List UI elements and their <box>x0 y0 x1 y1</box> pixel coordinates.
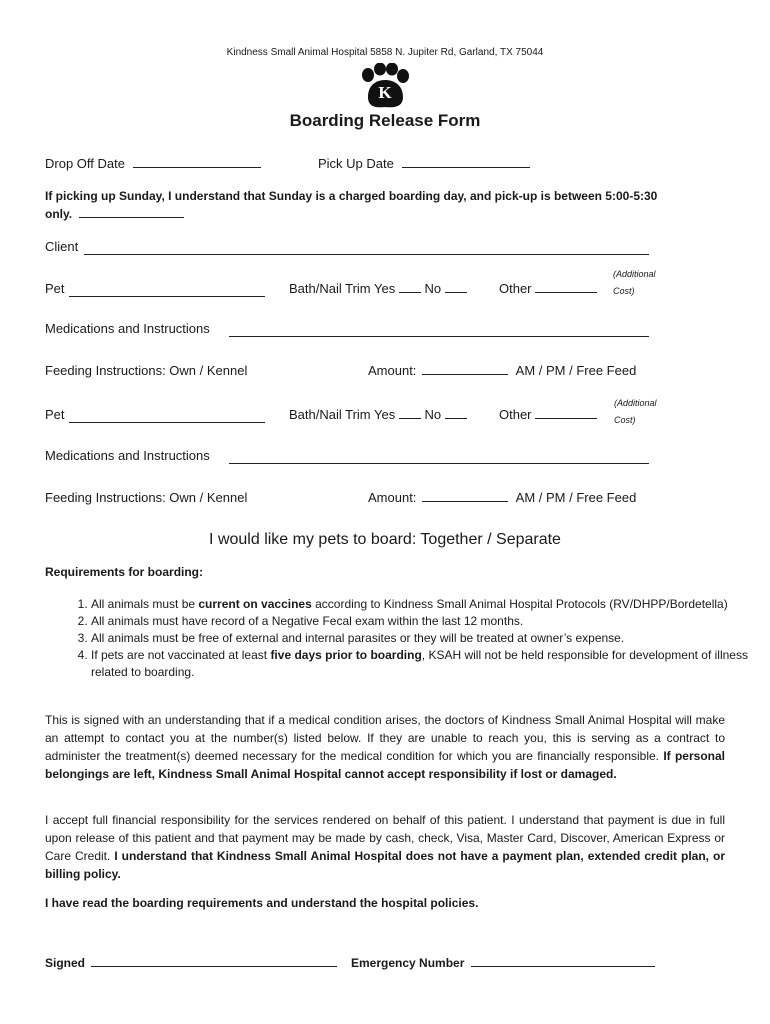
req4-text: If pets are not vaccinated at least <box>91 648 271 662</box>
client-field[interactable] <box>84 254 649 255</box>
pet1-name-field[interactable] <box>69 296 265 297</box>
sunday-notice-only: only. <box>45 207 73 221</box>
signature-field[interactable] <box>91 965 337 967</box>
paragraph1-text: This is signed with an understanding that if a medical condition arises, the doctors of Kindness Small Animal Hospital will make an attempt to contact you at the number(s) listed below. If they are unable to reach you, this is serving as a contract to administer the treatment(s) deemed necessary for the medical condition for which you are financially responsible. <box>45 713 725 763</box>
pet1-no-label: No <box>424 281 442 296</box>
pet2-other-row <box>499 407 597 422</box>
hospital-address: Kindness Small Animal Hospital 5858 N. Jupiter Rd, Garland, TX 75044 <box>226 47 544 58</box>
pet1-medications-field[interactable] <box>229 336 649 337</box>
pet2-other-label: Other <box>499 407 532 422</box>
pet1-other-row <box>499 281 597 296</box>
paragraph2-text: I accept full financial responsibility for the services rendered on behalf of this patient. I understand that payment is due in full upon release of this patient and that payment may be made by cash, check, Visa, Master Card, Discover, American Express or Care Credit. <box>45 813 725 863</box>
signed-row <box>45 956 337 970</box>
req4-text-end: , KSAH will not be held responsible for development of illness related to boarding. <box>91 648 748 679</box>
client-label: Client <box>45 239 79 254</box>
emergency-row <box>351 956 655 970</box>
requirements-list <box>45 596 770 681</box>
pet2-schedule-label: AM / PM / Free Feed <box>515 490 637 505</box>
req1-text: All animals must be <box>91 597 199 611</box>
drop-off-label: Drop Off Date <box>45 156 125 171</box>
financial-responsibility-paragraph <box>45 811 725 883</box>
emergency-number-field[interactable] <box>471 965 655 967</box>
medical-condition-paragraph <box>45 711 725 783</box>
drop-off-field[interactable] <box>133 166 261 168</box>
pet2-no-label: No <box>424 407 442 422</box>
requirements-heading: Requirements for boarding: <box>45 565 204 579</box>
pet2-medications-field[interactable] <box>229 463 649 464</box>
pet2-bath-row <box>289 407 467 422</box>
form-title: Boarding Release Form <box>289 111 481 130</box>
pet1-bath-no-field[interactable] <box>445 291 467 293</box>
pet2-amount-field[interactable] <box>422 500 508 502</box>
pet2-label: Pet <box>45 407 65 422</box>
logo-letter: K <box>378 83 392 102</box>
paw-logo <box>356 63 414 109</box>
pet1-bath-row <box>289 281 467 296</box>
req1-bold: current on vaccines <box>198 597 312 611</box>
pet1-bath-yes-field[interactable] <box>399 291 421 293</box>
pet1-amount-field[interactable] <box>422 373 508 375</box>
pet1-label: Pet <box>45 281 65 296</box>
sunday-notice-line1: If picking up Sunday, I understand that Sunday is a charged boarding day, and pick-up is between 5:00-5:30 <box>45 189 658 203</box>
pet1-schedule-label: AM / PM / Free Feed <box>515 363 637 378</box>
pet2-note-line1: (Additional <box>614 398 657 408</box>
pet2-amount-label: Amount: <box>368 490 417 505</box>
pet2-other-field[interactable] <box>535 417 597 419</box>
sunday-notice-line2 <box>45 207 184 221</box>
pet2-amount-row <box>368 490 636 505</box>
pet1-note-line1: (Additional <box>613 269 656 279</box>
pet1-amount-label: Amount: <box>368 363 417 378</box>
pet1-bath-label: Bath/Nail Trim Yes <box>289 281 396 296</box>
pick-up-row <box>318 156 530 171</box>
requirement-item <box>91 596 770 613</box>
pet2-note-line2: Cost) <box>614 415 636 425</box>
signed-label: Signed <box>45 956 86 970</box>
requirement-item <box>91 630 770 647</box>
acknowledgement: I have read the boarding requirements and understand the hospital policies. <box>45 896 479 910</box>
paragraph1-bold: If personal belongings are left, Kindness Small Animal Hospital cannot accept responsibility if lost or damaged. <box>45 749 725 781</box>
req2-text: All animals must have record of a Negative Fecal exam within the last 12 months. <box>91 614 524 628</box>
pet1-additional-cost-note <box>613 266 656 300</box>
pet1-feeding-label: Feeding Instructions: Own / Kennel <box>45 363 248 378</box>
req4-bold: five days prior to boarding <box>270 648 422 662</box>
sunday-initial-field[interactable] <box>79 216 184 218</box>
pick-up-label: Pick Up Date <box>318 156 394 171</box>
pet1-amount-row <box>368 363 636 378</box>
pet2-bath-no-field[interactable] <box>445 417 467 419</box>
pet2-name-field[interactable] <box>69 422 265 423</box>
emergency-number-label: Emergency Number <box>351 956 465 970</box>
req1-text-end: according to Kindness Small Animal Hospital Protocols (RV/DHPP/Bordetella) <box>311 597 728 611</box>
pet1-medications-label: Medications and Instructions <box>45 321 210 336</box>
pet1-other-field[interactable] <box>535 291 597 293</box>
pet2-bath-label: Bath/Nail Trim Yes <box>289 407 396 422</box>
requirement-item <box>91 613 770 630</box>
pet2-medications-label: Medications and Instructions <box>45 448 210 463</box>
pet1-other-label: Other <box>499 281 532 296</box>
pet2-bath-yes-field[interactable] <box>399 417 421 419</box>
paragraph2-bold: I understand that Kindness Small Animal Hospital does not have a payment plan, extended credit plan, or billing policy. <box>45 849 726 881</box>
pet2-additional-cost-note <box>614 395 657 429</box>
pet2-feeding-label: Feeding Instructions: Own / Kennel <box>45 490 248 505</box>
drop-off-row <box>45 156 261 171</box>
requirement-item <box>91 647 770 681</box>
pet1-note-line2: Cost) <box>613 286 635 296</box>
pick-up-field[interactable] <box>402 166 530 168</box>
board-preference: I would like my pets to board: Together / Separate <box>209 531 561 548</box>
req3-text: All animals must be free of external and internal parasites or they will be treated at owner’s expense. <box>91 631 625 645</box>
